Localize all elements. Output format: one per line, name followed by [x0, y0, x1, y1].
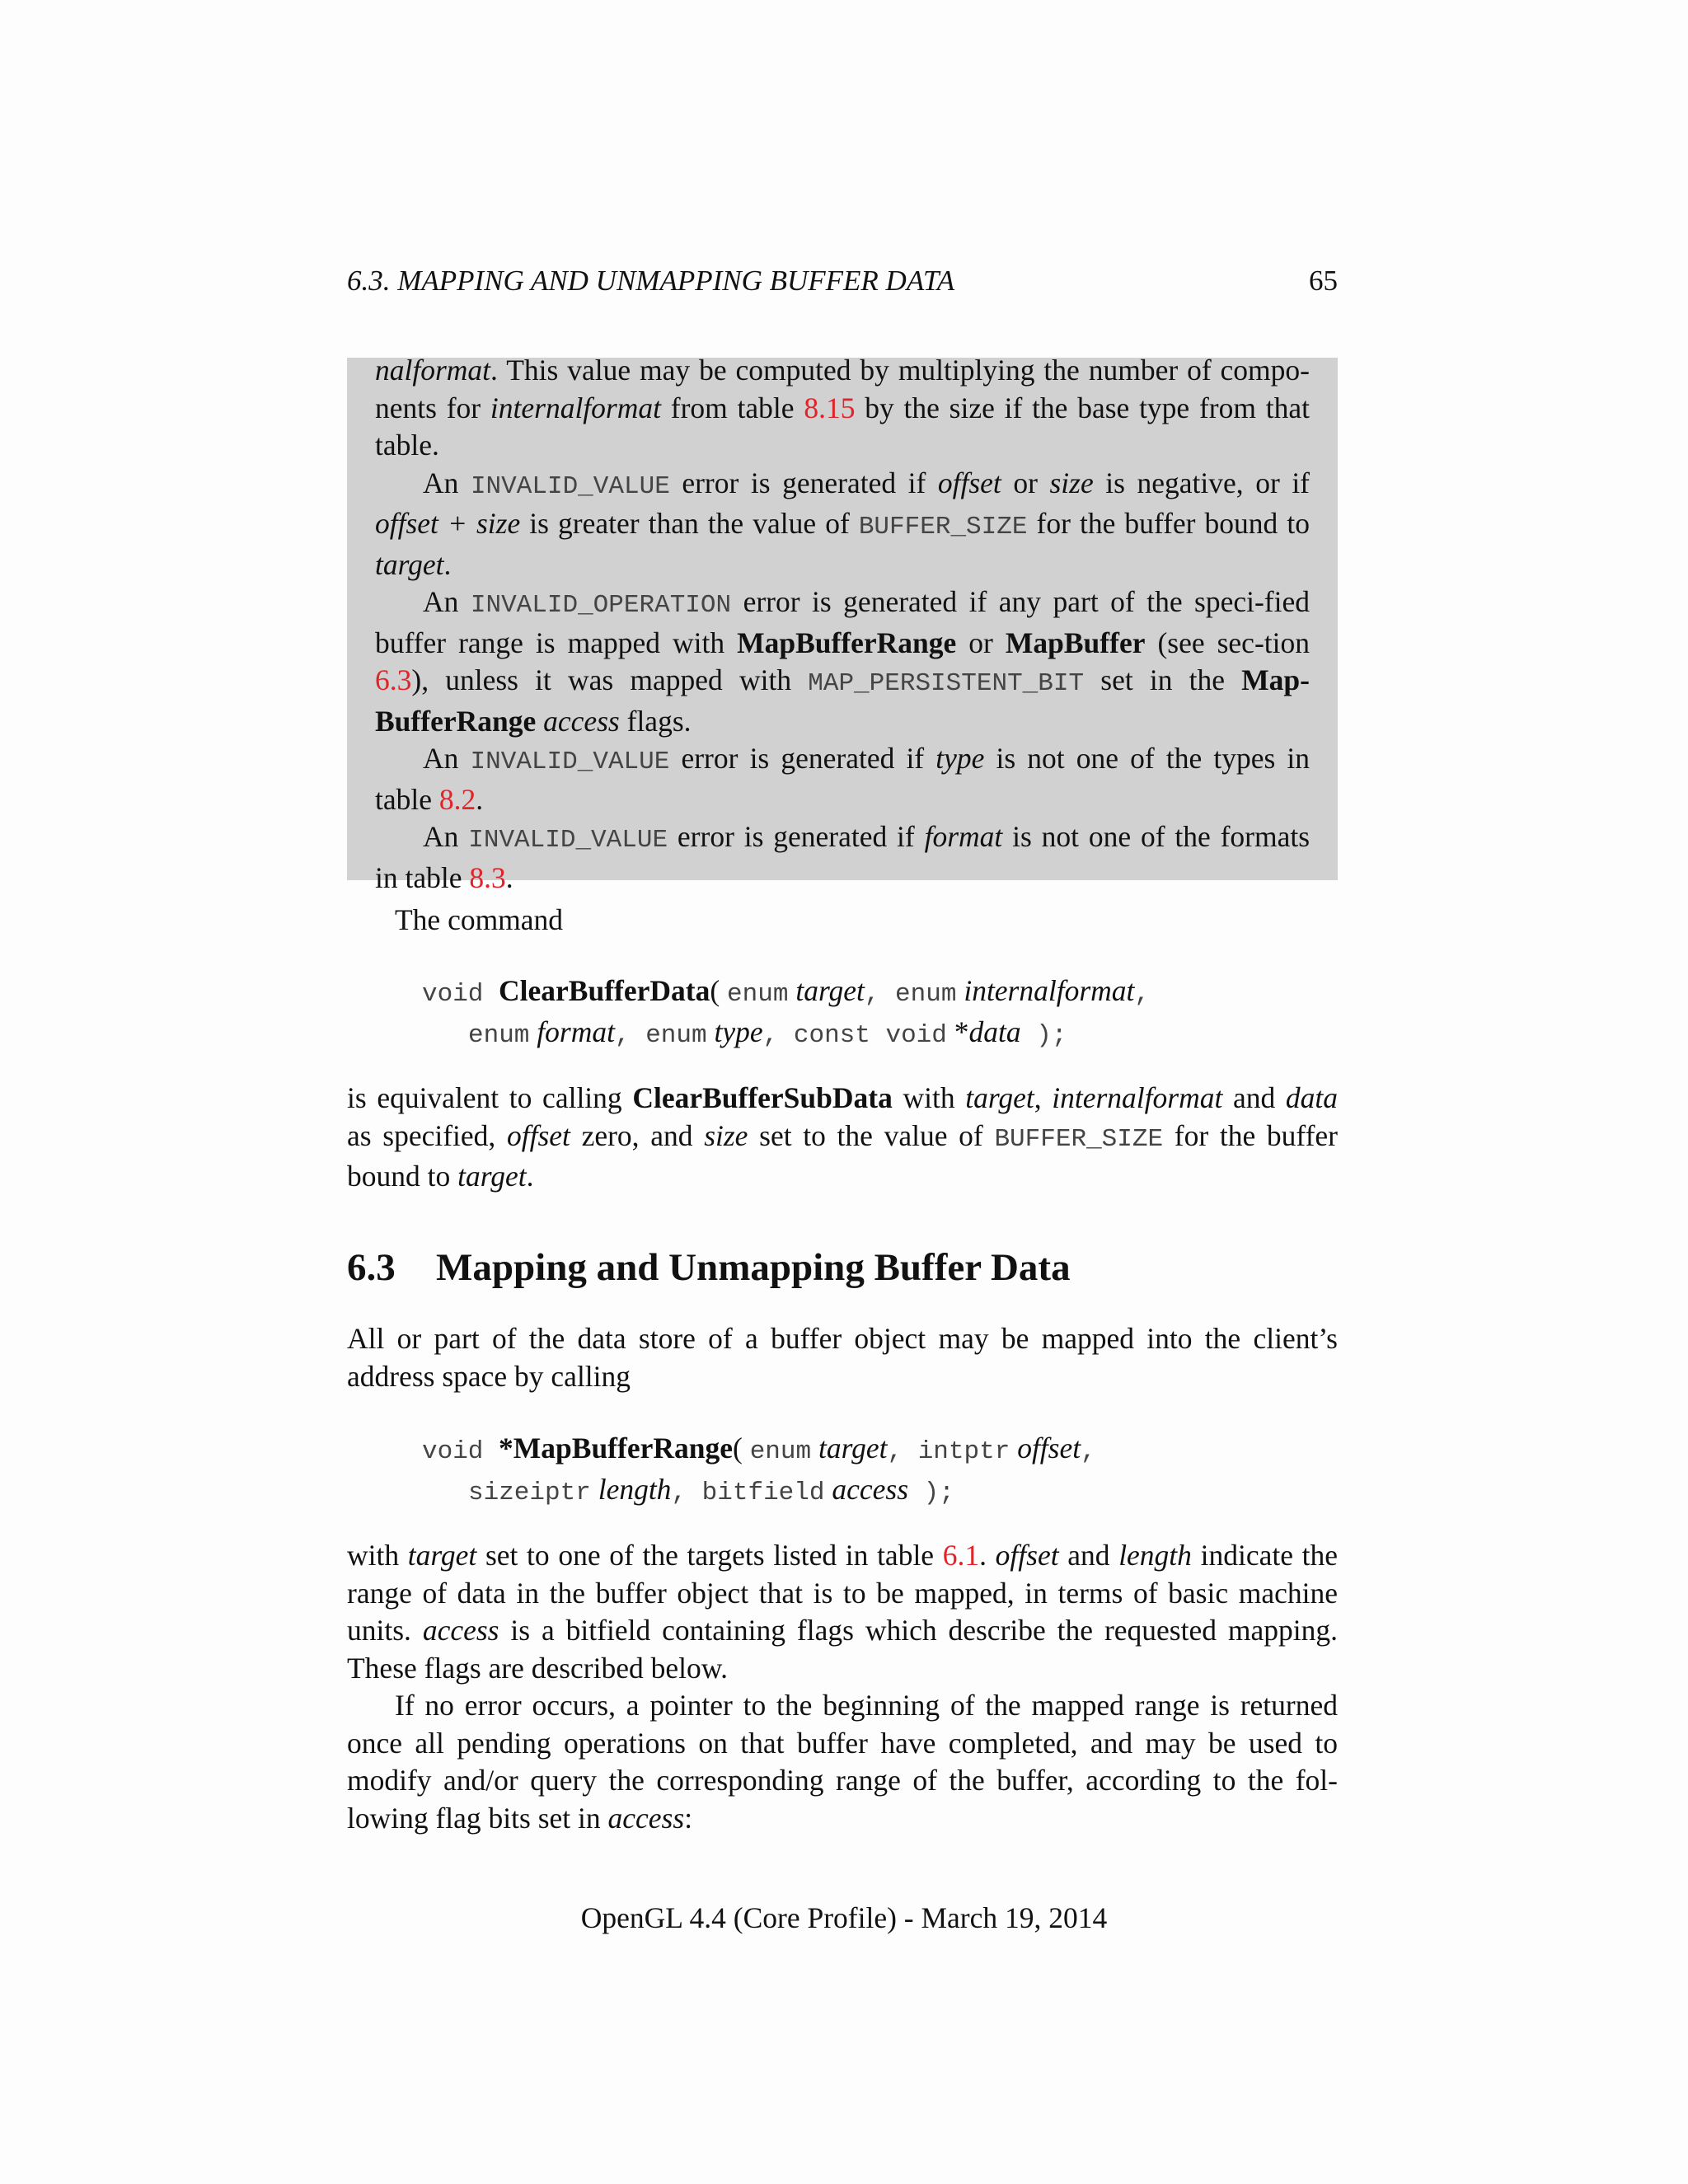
the-command: The command [395, 903, 564, 936]
para-with-target: with target set to one of the targets listed in table 6.1. offset and length indicate the range of data in the buffer object that is to be mapped, in terms of basic machine units. access is a bitfield containing flags which describe the requested mapping. These flags are described below. If no error occurs, a pointer to the beginning of the mapped range is returned once all pending operations on that buffer have completed, and may be used to modify and/or query the corresponding range of the buffer, according to the fol-lowing flag bits set in access: [347, 1537, 1338, 1837]
para-equivalent: is equivalent to calling ClearBufferSubData with target, internalformat and data as specified, offset zero, and size set to the value of BUFFER_SIZE for the buffer bound to target. [347, 1081, 1339, 1193]
gray-p1: nalformat. This value may be computed by multiplying the number of compo-nents for internalformat from table 8.15 by the size if the base type from that table. [375, 354, 1310, 462]
para-if-no-error: If no error occurs, a pointer to the beginning of the mapped range is returned once all pending operations on that buffer have completed, and may be used to modify and/or query the corresponding range of the buffer, according to the fol-lowing flag bits set in access: [347, 1689, 1338, 1835]
table-link[interactable]: 8.2 [438, 782, 476, 816]
table-link[interactable]: 8.15 [804, 391, 856, 424]
section-link[interactable]: 6.3 [375, 663, 412, 696]
proto-line-2: enum format, enum type, const void *data ); [468, 1015, 1067, 1050]
page-footer: OpenGL 4.4 (Core Profile) - March 19, 2014 [580, 1901, 1108, 1934]
proto-line-2: sizeiptr length, bitfield access ); [468, 1472, 954, 1507]
proto-line-1: void ClearBufferData( enum target, enum internalformat, [422, 974, 1151, 1009]
section-heading: 6.3 Mapping and Unmapping Buffer Data [347, 1246, 1071, 1289]
gray-p2: An INVALID_VALUE error is generated if offset or size is negative, or if offset + size is greater than the value of BUFFER_SIZE for the buffer bound to target. [375, 466, 1311, 581]
gray-p3: An INVALID_OPERATION error is generated if any part of the speci-fied buffer range is mapped with MapBufferRange or MapBuffer (see sec-tion 6.3), unless it was mapped with MAP_PERSISTENT_BIT set in the Map-BufferRange access flags. [375, 585, 1310, 738]
mapbufferrange-prototype [422, 1430, 1096, 1511]
proto-line-1: void *MapBufferRange( enum target, intptr offset, [422, 1432, 1096, 1466]
running-header [347, 262, 1338, 298]
para-all-or-part: All or part of the data store of a buffer object may be mapped into the client’s address space by calling [347, 1322, 1338, 1393]
table-link[interactable]: 6.1 [942, 1539, 980, 1572]
gray-p5: An INVALID_VALUE error is generated if format is not one of the formats in table 8.3. [375, 820, 1311, 894]
page-number: 65 [1309, 265, 1338, 297]
clearbufferdata-prototype [422, 972, 1150, 1054]
header-section: 6.3. MAPPING AND UNMAPPING BUFFER DATA [347, 265, 955, 297]
table-link[interactable]: 8.3 [469, 860, 506, 894]
error-block [375, 352, 1310, 897]
gray-p4: An INVALID_VALUE error is generated if type is not one of the types in table 8.2. [375, 742, 1311, 816]
